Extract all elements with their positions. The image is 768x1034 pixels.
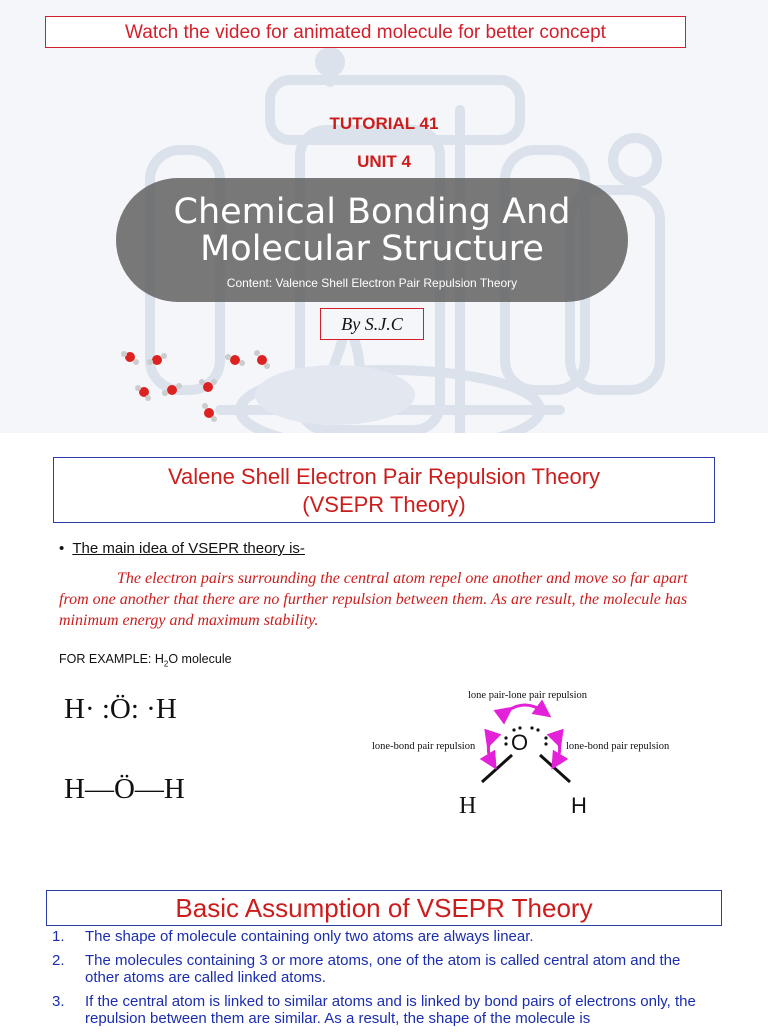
list-item-number: 3. <box>52 993 65 1010</box>
main-idea-bullet: • The main idea of VSEPR theory is- <box>59 540 305 557</box>
cover-title-line1: Chemical Bonding And <box>173 192 571 232</box>
list-item-number: 1. <box>52 928 65 945</box>
label-lone-bond-right: lone-bond pair repulsion <box>566 741 670 752</box>
list-item-text: The molecules containing 3 or more atoms, one of the atom is called central atom and the other atoms are called linked atoms. <box>85 952 681 986</box>
cover-slide <box>0 0 768 433</box>
assumption-title: Basic Assumption of VSEPR Theory <box>46 890 722 926</box>
title-pill <box>116 178 628 302</box>
atom-hydrogen-left: H <box>459 793 477 819</box>
assumption-list <box>52 928 718 1034</box>
video-banner: Watch the video for animated molecule for better concept <box>45 16 686 48</box>
atom-oxygen: O <box>511 730 529 755</box>
main-idea-paragraph: The electron pairs surrounding the central atom repel one another and move so far apart from one another that there are no further repulsion between them. As are result, the molecule has minimum energy and maximum stability. <box>59 570 688 629</box>
label-lone-lone: lone pair-lone pair repulsion <box>468 690 588 701</box>
list-item-number: 2. <box>52 952 65 969</box>
main-idea-text: The main idea of VSEPR theory is- <box>72 540 305 557</box>
example-subscript: 2 <box>163 659 169 669</box>
example-prefix: FOR EXAMPLE: H <box>59 652 164 666</box>
list-item <box>52 993 718 1027</box>
vsepr-title-line1: Valene Shell Electron Pair Repulsion Theory <box>167 464 601 489</box>
unit-number: UNIT 4 <box>357 152 411 171</box>
list-item <box>52 928 718 945</box>
list-item-text: The shape of molecule containing only two atoms are always linear. <box>85 928 534 945</box>
vsepr-title-box <box>53 457 715 523</box>
cover-content-subtitle: Content: Valence Shell Electron Pair Repulsion Theory <box>226 276 518 290</box>
example-suffix: O molecule <box>168 652 232 666</box>
vsepr-title-line2: (VSEPR Theory) <box>302 492 466 517</box>
lewis-dot-structure: H· :Ö: ·H <box>64 693 177 725</box>
label-lone-bond-left: lone-bond pair repulsion <box>372 741 476 752</box>
cover-title-line2: Molecular Structure <box>200 229 544 269</box>
lewis-bond-structure: H—Ö—H <box>64 773 185 805</box>
author-box: By S.J.C <box>320 308 424 340</box>
list-item <box>52 952 718 986</box>
tutorial-number: TUTORIAL 41 <box>329 114 439 133</box>
example-label <box>59 652 232 669</box>
cover-title <box>116 194 628 268</box>
atom-hydrogen-right: H <box>571 793 587 818</box>
list-item-text: If the central atom is linked to similar atoms and is linked by bond pairs of electrons only, the repulsion between them are similar. As a result, the shape of the molecule is <box>85 993 696 1027</box>
